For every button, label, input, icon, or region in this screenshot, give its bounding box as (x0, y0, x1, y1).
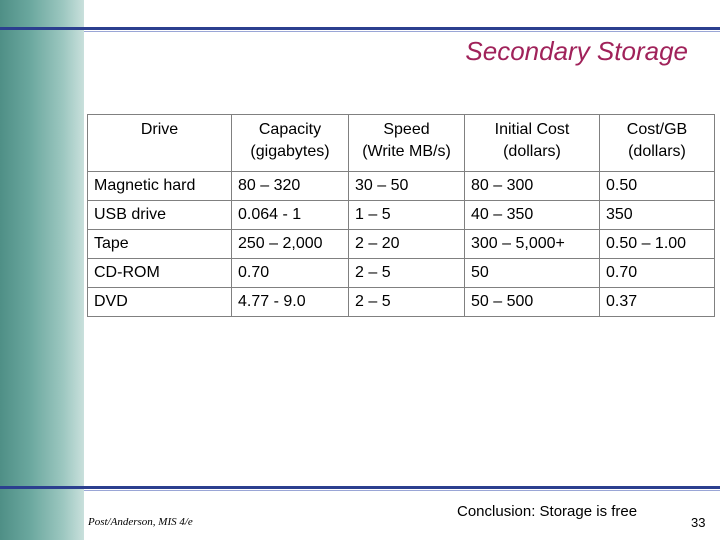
table-row (88, 172, 715, 201)
slide-title: Secondary Storage (465, 36, 688, 66)
cell-cost-per-gb: 0.37 (600, 288, 715, 317)
header-drive (88, 115, 232, 172)
cell-cost-per-gb: 350 (600, 201, 715, 230)
cell-speed: 30 – 50 (349, 172, 465, 201)
cell-speed: 2 – 20 (349, 230, 465, 259)
cell-speed: 2 – 5 (349, 259, 465, 288)
decorative-sidebar (0, 0, 84, 540)
bottom-rule-light (84, 490, 720, 491)
header-line2: (gigabytes) (250, 143, 330, 160)
header-line2: (dollars) (503, 143, 561, 160)
header-initial-cost (465, 115, 600, 172)
header-line1: Capacity (258, 121, 322, 138)
top-rule-light (84, 31, 720, 32)
table-row (88, 259, 715, 288)
header-speed (349, 115, 465, 172)
header-line1: Initial Cost (494, 121, 570, 138)
cell-capacity: 0.064 - 1 (232, 201, 349, 230)
cell-capacity: 4.77 - 9.0 (232, 288, 349, 317)
cell-initial-cost: 40 – 350 (465, 201, 600, 230)
cell-cost-per-gb: 0.70 (600, 259, 715, 288)
page-number: 33 (691, 515, 706, 530)
header-line2: (Write MB/s) (362, 143, 451, 160)
header-line1: Drive (140, 121, 179, 138)
cell-drive: CD-ROM (88, 259, 232, 288)
cell-capacity: 0.70 (232, 259, 349, 288)
header-line1: Speed (383, 121, 430, 138)
cell-initial-cost: 80 – 300 (465, 172, 600, 201)
cell-capacity: 80 – 320 (232, 172, 349, 201)
cell-speed: 1 – 5 (349, 201, 465, 230)
cell-speed: 2 – 5 (349, 288, 465, 317)
header-capacity (232, 115, 349, 172)
top-rule (0, 27, 720, 30)
storage-table (87, 114, 715, 317)
conclusion-text: Conclusion: Storage is free (457, 503, 638, 520)
bottom-rule (0, 486, 720, 489)
header-line2: (dollars) (628, 143, 686, 160)
cell-drive: Tape (88, 230, 232, 259)
table-row (88, 288, 715, 317)
cell-initial-cost: 50 (465, 259, 600, 288)
table-row (88, 201, 715, 230)
cell-cost-per-gb: 0.50 – 1.00 (600, 230, 715, 259)
cell-drive: Magnetic hard (88, 172, 232, 201)
table-row (88, 230, 715, 259)
footer-citation: Post/Anderson, MIS 4/e (88, 516, 193, 528)
cell-initial-cost: 300 – 5,000+ (465, 230, 600, 259)
table-header-row (88, 115, 715, 172)
cell-drive: DVD (88, 288, 232, 317)
header-cost-per-gb (600, 115, 715, 172)
cell-initial-cost: 50 – 500 (465, 288, 600, 317)
header-line1: Cost/GB (626, 121, 688, 138)
cell-capacity: 250 – 2,000 (232, 230, 349, 259)
cell-drive: USB drive (88, 201, 232, 230)
cell-cost-per-gb: 0.50 (600, 172, 715, 201)
